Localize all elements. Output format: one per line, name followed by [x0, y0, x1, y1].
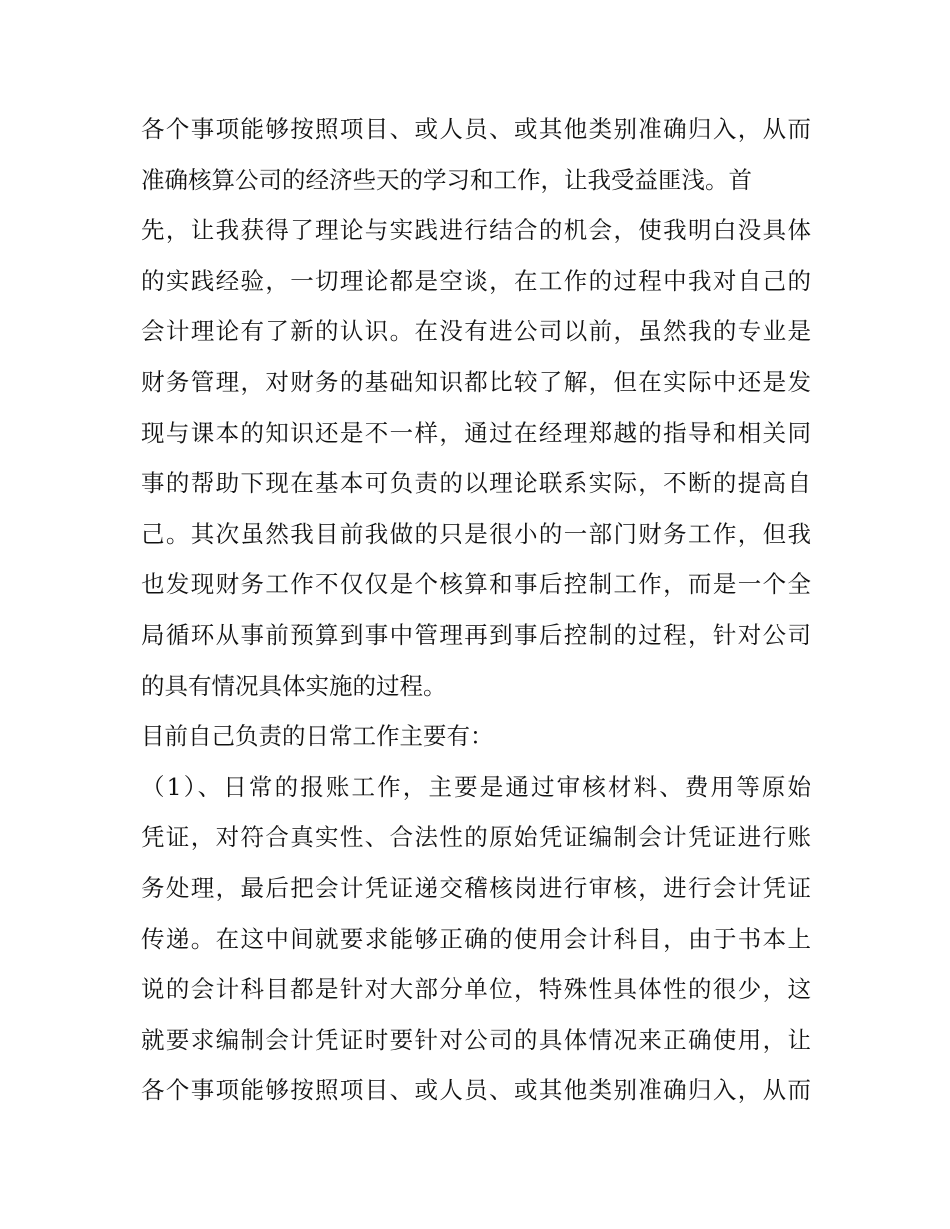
- text-line-6: 财务管理，对财务的基础知识都比较了解，但在实际中还是发: [141, 367, 811, 396]
- text-line-11: 局循环从事前预算到事中管理再到事后控制的过程，针对公司: [141, 620, 811, 649]
- text-line-10: 也发现财务工作不仅仅是个核算和事后控制工作，而是一个全: [141, 570, 811, 599]
- text-line-19: 就要求编制会计凭证时要针对公司的具体情况来正确使用，让: [141, 1025, 811, 1054]
- text-line-16: 务处理，最后把会计凭证递交稽核岗进行审核，进行会计凭证: [141, 873, 811, 902]
- text-line-7: 现与课本的知识还是不一样，通过在经理郑越的指导和相关同: [141, 418, 811, 447]
- text-line-18: 说的会计科目都是针对大部分单位，特殊性具体性的很少，这: [141, 975, 811, 1004]
- text-line-20: 各个事项能够按照项目、或人员、或其他类别准确归入，从而: [141, 1076, 811, 1105]
- text-line-4: 的实践经验，一切理论都是空谈，在工作的过程中我对自己的: [141, 266, 811, 295]
- text-line-13: 目前自己负责的日常工作主要有：: [141, 722, 494, 751]
- text-line-14: （1）、日常的报账工作，主要是通过审核材料、费用等原始: [141, 772, 811, 801]
- text-line-9: 己。其次虽然我目前我做的只是很小的一部门财务工作，但我: [141, 519, 811, 548]
- text-line-2: 准确核算公司的经济些天的学习和工作，让我受益匪浅。首: [141, 165, 752, 194]
- text-line-3: 先，让我获得了理论与实践进行结合的机会，使我明白没具体: [141, 216, 811, 245]
- text-line-17: 传递。在这中间就要求能够正确的使用会计科目，由于书本上: [141, 924, 811, 953]
- text-line-8: 事的帮助下现在基本可负责的以理论联系实际，不断的提高自: [141, 469, 811, 498]
- text-line-12: 的具有情况具体实施的过程。: [141, 671, 447, 700]
- text-line-5: 会计理论有了新的认识。在没有进公司以前，虽然我的专业是: [141, 317, 811, 346]
- text-line-1: 各个事项能够按照项目、或人员、或其他类别准确归入，从而: [141, 115, 811, 143]
- text-line-15: 凭证，对符合真实性、合法性的原始凭证编制会计凭证进行账: [141, 823, 811, 852]
- body-text: [141, 104, 821, 1116]
